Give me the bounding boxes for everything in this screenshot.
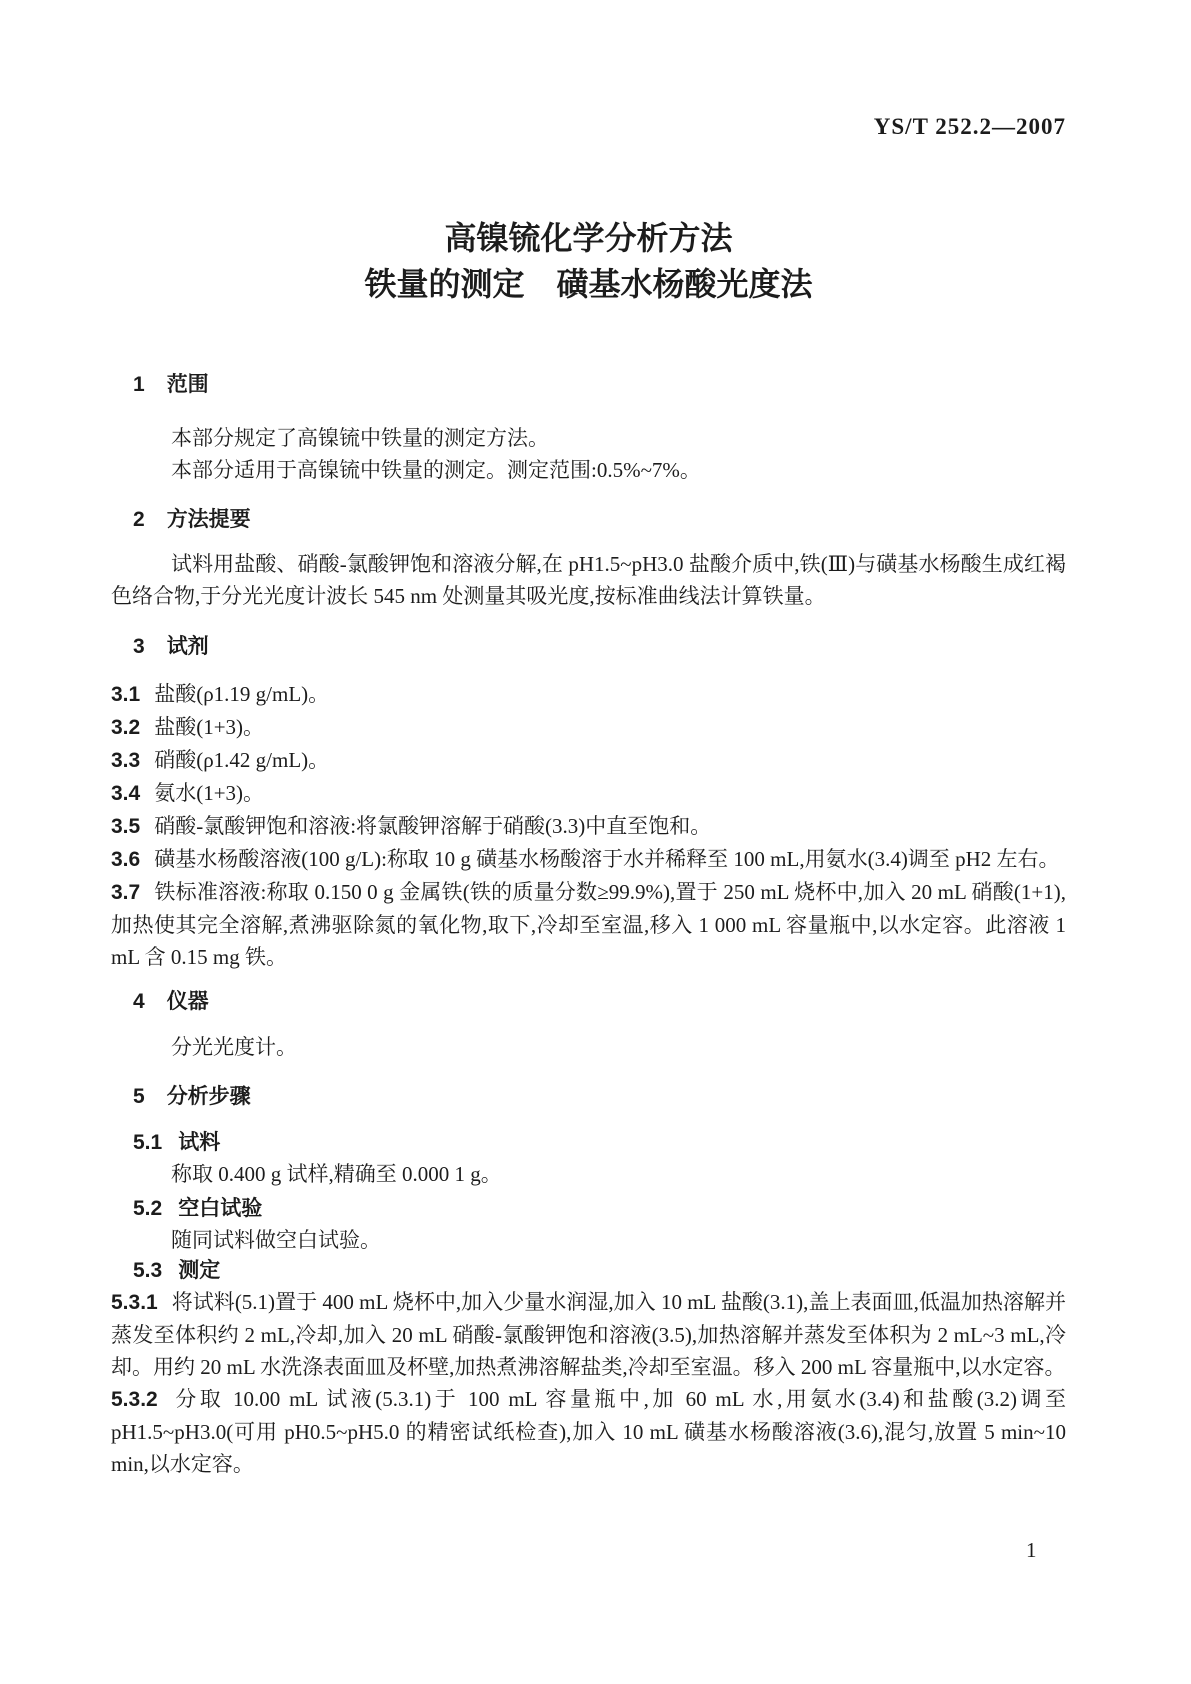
reagent-item-3-4 [111, 777, 1066, 810]
reagent-item-number: 3.6 [111, 848, 141, 871]
subsection-5-2-title: 空白试验 [178, 1197, 263, 1220]
section-5-title: 分析步骤 [166, 1085, 251, 1108]
procedure-item-5-3-2 [111, 1383, 1066, 1480]
subsection-5-2-heading [133, 1194, 1066, 1224]
reagent-item-text: 盐酸(ρ1.19 g/mL)。 [154, 682, 330, 706]
procedure-item-text: 将试料(5.1)置于 400 mL 烧杯中,加入少量水润湿,加入 10 mL 盐酸(3.1),盖上表面皿,低温加热溶解并蒸发至体积约 2 mL,冷却,加入 20 mL 硝酸-氯酸钾饱和溶液(3.5),加热溶解并蒸发至体积为 2 mL~3 mL,冷却。用约 20 mL 水洗涤表面皿及杯壁,加热煮沸溶解盐类,冷却至室温。移入 200 mL 容量瓶中,以水定容。 [111, 1290, 1066, 1379]
reagent-item-text: 硝酸-氯酸钾饱和溶液:将氯酸钾溶解于硝酸(3.3)中直至饱和。 [154, 814, 712, 838]
paragraph-blank-test: 随同试料做空白试验。 [171, 1228, 381, 1252]
reagent-item-text: 铁标准溶液:称取 0.150 0 g 金属铁(铁的质量分数≥99.9%),置于 250 mL 烧杯中,加入 20 mL 硝酸(1+1),加热使其完全溶解,煮沸驱除氮的氧化物,取下,冷却至室温,移入 1 000 mL 容量瓶中,以水定容。此溶液 1 mL 含 0.15 mg 铁。 [111, 880, 1066, 969]
reagent-item-number: 3.1 [111, 683, 141, 706]
document-title [111, 220, 1066, 302]
section-2-title: 方法提要 [166, 508, 251, 531]
paragraph-scope-2: 本部分适用于高镍锍中铁量的测定。测定范围:0.5%~7%。 [171, 458, 701, 482]
title-line-1: 高镍锍化学分析方法 [444, 220, 733, 256]
section-5-heading [133, 1081, 1066, 1113]
procedure-item-number: 5.3.1 [111, 1291, 158, 1314]
reagent-item-number: 3.4 [111, 782, 141, 805]
section-1-title: 范围 [166, 373, 209, 396]
paragraph-scope-1: 本部分规定了高镍锍中铁量的测定方法。 [171, 426, 549, 450]
procedure-item-number: 5.3.2 [111, 1388, 158, 1411]
reagent-item-3-3 [111, 744, 1066, 777]
reagent-item-3-5 [111, 810, 1066, 843]
subsection-5-2-number: 5.2 [133, 1197, 163, 1220]
paragraph-method-summary: 试料用盐酸、硝酸-氯酸钾饱和溶液分解,在 pH1.5~pH3.0 盐酸介质中,铁(Ⅲ)与磺基水杨酸生成红褐色络合物,于分光光度计波长 545 nm 处测量其吸光度,按标准曲线法计算铁量。 [111, 552, 1066, 608]
section-2-number: 2 [133, 508, 145, 531]
reagent-item-number: 3.2 [111, 716, 141, 739]
reagent-item-3-1 [111, 678, 1066, 711]
reagent-item-3-2 [111, 711, 1066, 744]
subsection-5-1-title: 试料 [178, 1131, 221, 1154]
reagent-item-number: 3.7 [111, 881, 141, 904]
paragraph-instrument: 分光光度计。 [171, 1035, 297, 1059]
section-1-number: 1 [133, 373, 145, 396]
section-3-title: 试剂 [166, 635, 209, 658]
reagent-item-text: 氨水(1+3)。 [154, 781, 265, 805]
title-line-2: 铁量的测定 磺基水杨酸光度法 [364, 266, 813, 302]
paragraph-sample: 称取 0.400 g 试样,精确至 0.000 1 g。 [171, 1162, 502, 1186]
section-3-heading [133, 631, 1066, 663]
procedure-item-text: 分取 10.00 mL 试液(5.3.1)于 100 mL 容量瓶中,加 60 mL 水,用氨水(3.4)和盐酸(3.2)调至 pH1.5~pH3.0(可用 pH0.5~pH5.0 的精密试纸检查),加入 10 mL 磺基水杨酸溶液(3.6),混匀,放置 5 min~10 min,以水定容。 [111, 1387, 1066, 1476]
section-5-number: 5 [133, 1085, 145, 1108]
reagent-item-number: 3.3 [111, 749, 141, 772]
standard-code: YS/T 252.2—2007 [873, 114, 1066, 139]
section-4-title: 仪器 [166, 990, 209, 1013]
subsection-5-3-heading [133, 1256, 1066, 1286]
reagent-item-3-6 [111, 843, 1066, 876]
reagent-item-text: 盐酸(1+3)。 [154, 715, 265, 739]
subsection-5-1-heading [133, 1128, 1066, 1158]
reagent-item-text: 硝酸(ρ1.42 g/mL)。 [154, 748, 330, 772]
section-3-number: 3 [133, 635, 145, 658]
page-number: 1 [1026, 1538, 1037, 1562]
section-4-heading [133, 986, 1066, 1018]
section-4-number: 4 [133, 990, 145, 1013]
section-1-heading [133, 369, 1066, 401]
procedure-item-5-3-1 [111, 1286, 1066, 1383]
document-content [111, 0, 1066, 1480]
reagent-item-number: 3.5 [111, 815, 141, 838]
subsection-5-3-number: 5.3 [133, 1259, 163, 1282]
subsection-5-3-title: 测定 [178, 1259, 221, 1282]
reagent-item-3-7 [111, 876, 1066, 973]
subsection-5-1-number: 5.1 [133, 1131, 163, 1154]
reagent-item-text: 磺基水杨酸溶液(100 g/L):称取 10 g 磺基水杨酸溶于水并稀释至 100 mL,用氨水(3.4)调至 pH2 左右。 [154, 847, 1060, 871]
section-2-heading [133, 504, 1066, 536]
